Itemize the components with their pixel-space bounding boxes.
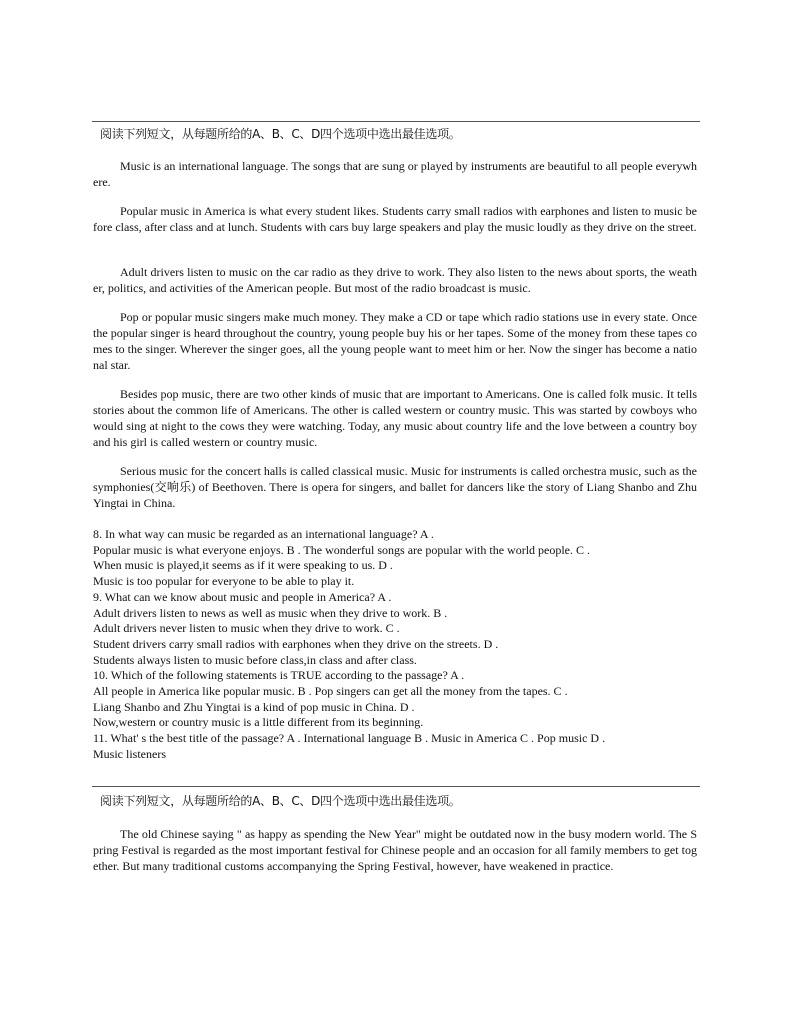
passage-paragraph: Popular music in America is what every student likes. Students carry small radios with earphones and listen to music before class, after class and at lunch. Students with cars buy large speakers and play the music loudly as they drive on the street. xyxy=(93,204,697,234)
question-line: Music listeners xyxy=(93,746,166,761)
passage-paragraph: Adult drivers listen to music on the car radio as they drive to work. They also listen to the news about sports, the weather, politics, and activities of the American people. But most of the radio broadcast is music. xyxy=(93,265,697,295)
section-instruction: 阅读下列短文，从每题所给的A、B、C、D四个选项中选出最佳选项。 xyxy=(100,127,461,141)
question-list xyxy=(93,527,697,763)
question-line: Adult drivers never listen to music when they drive to work. C . xyxy=(93,621,400,636)
question-line: Adult drivers listen to news as well as music when they drive to work. B . xyxy=(93,605,448,620)
question-line: Now,western or country music is a little different from its beginning. xyxy=(93,715,424,730)
passage-paragraph: Music is an international language. The songs that are sung or played by instruments are beautiful to all people everywhere. xyxy=(93,159,697,189)
question-line: 10. Which of the following statements is TRUE according to the passage? A . xyxy=(93,668,465,683)
question-line: When music is played,it seems as if it were speaking to us. D . xyxy=(93,558,393,573)
question-line: All people in America like popular music. B . Pop singers can get all the money from the tapes. C . xyxy=(93,684,568,699)
question-line: Student drivers carry small radios with earphones when they drive on the streets. D . xyxy=(93,636,499,651)
question-line: Popular music is what everyone enjoys. B . The wonderful songs are popular with the world people. C . xyxy=(93,542,591,557)
passage-paragraph: The old Chinese saying " as happy as spending the New Year" might be outdated now in the busy modern world. The Spring Festival is regarded as the most important festival for Chinese people and an occasion for all family members to get together. But many traditional customs accompanying the Spring Festival, however, have weakened in practice. xyxy=(93,827,697,873)
section-divider xyxy=(92,786,700,787)
section-divider xyxy=(92,121,700,122)
passage-paragraph: Serious music for the concert halls is called classical music. Music for instruments is called orchestra music, such as the symphonies(交响乐) of Beethoven. There is opera for singers, and ballet for dancers like the story of Liang Shanbo and Zhu Yingtai in China. xyxy=(93,464,697,510)
question-line: 9. What can we know about music and people in America? A . xyxy=(93,589,392,604)
question-line: 8. In what way can music be regarded as an international language? A . xyxy=(93,527,434,541)
question-line: Students always listen to music before class,in class and after class. xyxy=(93,652,417,667)
question-line: Music is too popular for everyone to be able to play it. xyxy=(93,574,355,589)
passage-paragraph: Besides pop music, there are two other kinds of music that are important to Americans. One is called folk music. It tells stories about the common life of Americans. The other is called western or country music. This was started by cowboys who would sing at night to the cows they were watching. Today, any music about country life and the love between a country boy and his girl is called western or country music. xyxy=(93,387,697,449)
question-line: 11. What' s the best title of the passage? A . International language B . Music in America C . Pop music D . xyxy=(93,731,606,746)
section-instruction: 阅读下列短文，从每题所给的A、B、C、D四个选项中选出最佳选项。 xyxy=(100,794,461,808)
question-line: Liang Shanbo and Zhu Yingtai is a kind of pop music in China. D . xyxy=(93,699,415,714)
passage-paragraph: Pop or popular music singers make much money. They make a CD or tape which radio stations use in every state. Once the popular singer is heard throughout the country, young people buy his or her tapes. Some of the money from these tapes comes to the singer. Wherever the singer goes, all the young people want to meet him or her. Now the singer has become a national star. xyxy=(93,310,697,372)
